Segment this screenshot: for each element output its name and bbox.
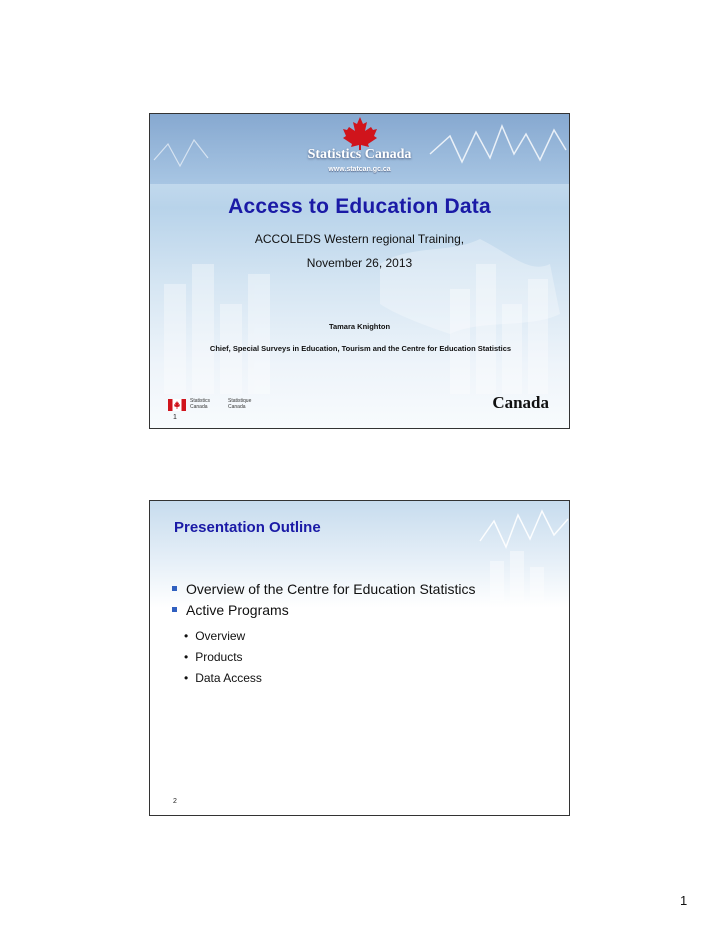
slide-title: Presentation Outline — [174, 519, 321, 536]
outline-slide — [149, 500, 570, 816]
sub-bullet-text: Overview — [195, 629, 246, 643]
dot-bullet-icon: • — [184, 671, 189, 685]
agency-url: www.statcan.gc.ca — [328, 166, 391, 173]
agency-name-fr — [228, 398, 251, 410]
square-bullet-icon — [172, 586, 177, 591]
agency-en-line2: Canada — [190, 404, 208, 410]
agency-brand: Statistics Canada — [307, 147, 412, 162]
canada-flag-icon — [168, 399, 186, 411]
presenter-name: Tamara Knighton — [328, 322, 391, 331]
agency-name-en — [190, 398, 210, 410]
maple-leaf-icon — [341, 116, 379, 150]
agency-en-line1: Statistics — [190, 398, 211, 404]
canada-wordmark: Canada — [492, 393, 549, 412]
slide-number: 2 — [173, 798, 177, 805]
sub-bullet-text: Data Access — [195, 671, 262, 685]
title-slide — [149, 113, 570, 429]
presenter-role: Chief, Special Surveys in Education, Tourism and the Centre for Education Statistics — [209, 344, 512, 353]
bullet-text: Active Programs — [186, 602, 289, 618]
slide-number: 1 — [173, 414, 177, 421]
list-item — [184, 647, 262, 668]
dot-bullet-icon: • — [184, 629, 189, 643]
agency-fr-line2: Canada — [228, 404, 246, 410]
square-bullet-icon — [172, 607, 177, 612]
bullet-list — [172, 579, 475, 621]
bullet-text: Overview of the Centre for Education Statistics — [186, 581, 476, 597]
list-item — [184, 626, 262, 647]
event-date: November 26, 2013 — [306, 256, 413, 270]
list-item — [172, 600, 475, 621]
sub-bullet-text: Products — [195, 650, 243, 664]
dot-bullet-icon: • — [184, 650, 189, 664]
sub-bullet-list — [184, 626, 262, 689]
list-item — [172, 579, 475, 600]
slide-title: Access to Education Data — [228, 195, 491, 218]
agency-fr-line1: Statistique — [228, 398, 252, 404]
page-number: 1 — [680, 893, 688, 908]
event-name: ACCOLEDS Western regional Training, — [254, 232, 465, 246]
list-item — [184, 668, 262, 689]
